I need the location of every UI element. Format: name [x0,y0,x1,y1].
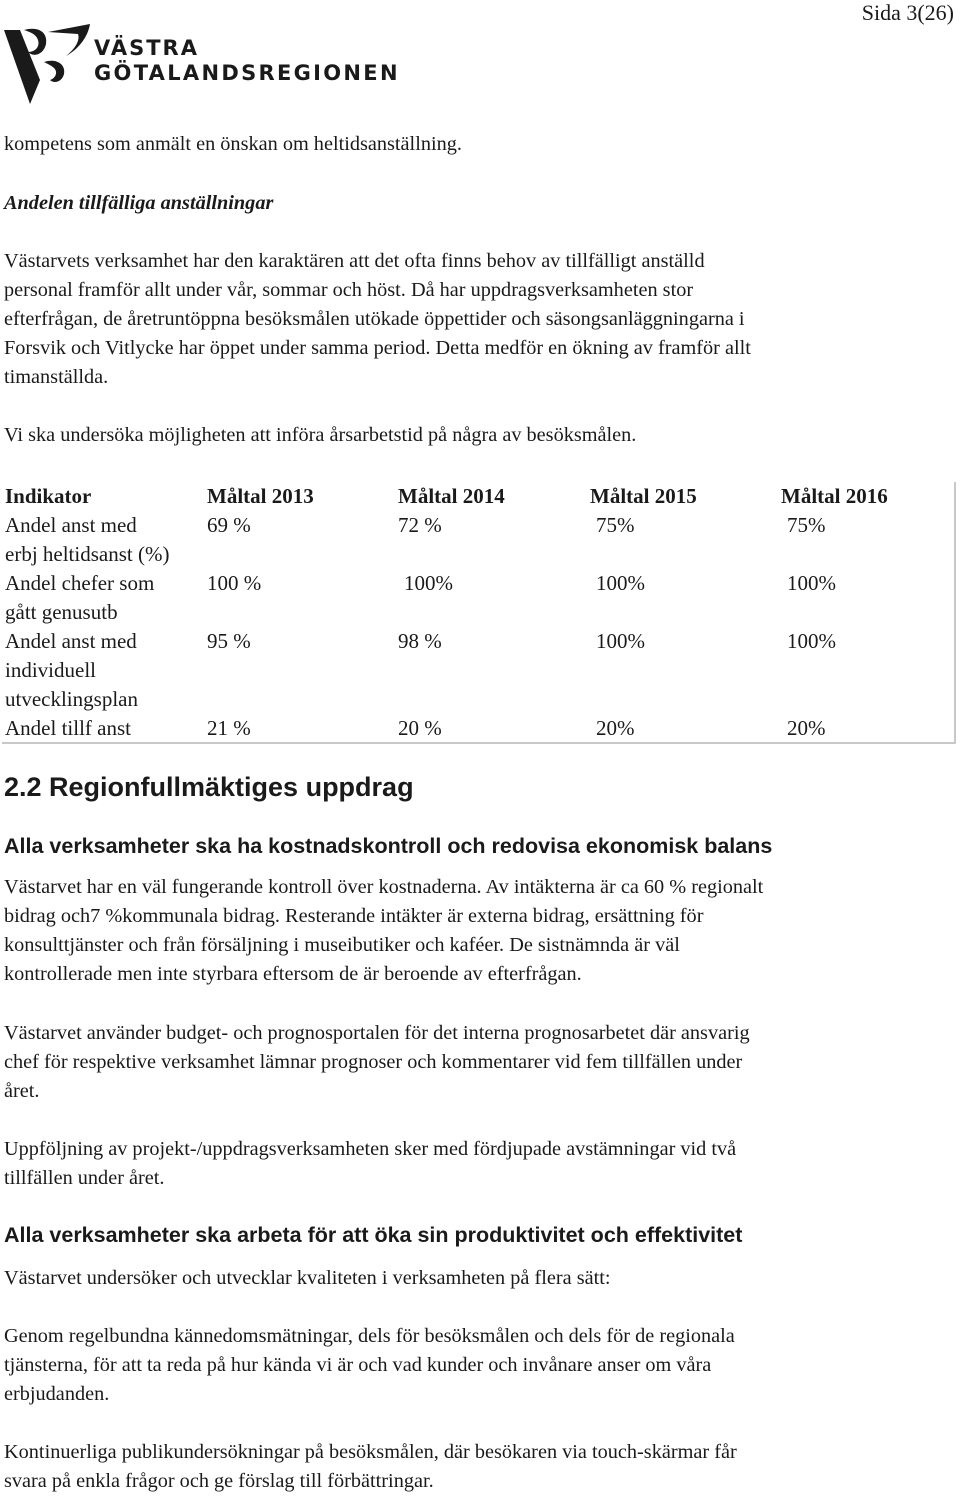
text-line: Uppföljning av projekt-/uppdragsverksamheten sker med fördjupade avstämningar vid två [4,1138,737,1160]
paragraph-temporary-staff [4,247,956,392]
text-line: Genom regelbundna kännedomsmätningar, dels för besöksmålen och dels för de regionala [4,1325,735,1347]
paragraph-follow-up [4,1135,956,1193]
text-line: kontrollerade men inte styrbara eftersom de är beroende av efterfrågan. [4,963,582,985]
table-cell-indicator: Andel anst med [5,513,137,537]
table-cell-value: 75% [596,513,635,537]
table-cell-value: 72 % [398,513,442,537]
text-line: Västarvet har en väl fungerande kontroll över kostnaderna. Av intäkterna är ca 60 % regionalt [4,876,764,898]
table-cell-value: 100% [404,571,453,595]
text-line: chef för respektive verksamhet lämnar prognoser och kommentarer vid fem tillfällen under [4,1051,743,1073]
table-header-2014: Måltal 2014 [398,484,505,508]
table-header-2015: Måltal 2015 [590,484,697,508]
paragraph-awareness-surveys [4,1322,956,1409]
table-cell-indicator: gått genusutb [5,600,118,624]
text-line: Västarvet använder budget- och prognosportalen för det interna prognosarbetet där ansvarig [4,1022,750,1044]
text-line: tjänsterna, för att ta reda på hur kända vi är och vad kunder och invånare anser om våra [4,1354,712,1376]
table-cell-indicator: Andel anst med [5,629,137,653]
table-cell-indicator: erbj heltidsanst (%) [5,542,170,566]
subheading-cost-control: Alla verksamheter ska ha kostnadskontroll och redovisa ekonomisk balans [4,834,773,858]
paragraph-annual-work-time: Vi ska undersöka möjligheten att införa årsarbetstid på några av besöksmålen. [4,424,637,446]
paragraph-quality: Västarvet undersöker och utvecklar kvaliteten i verksamheten på flera sätt: [4,1267,611,1289]
table-cell-value: 95 % [207,629,251,653]
text-line: bidrag och7 %kommunala bidrag. Resterande intäkter är externa bidrag, ersättning för [4,905,704,927]
subheading-productivity: Alla verksamheter ska arbeta för att öka sin produktivitet och effektivitet [4,1223,743,1247]
paragraph-competence: kompetens som anmält en önskan om heltidsanställning. [4,133,462,155]
text-line: personal framför allt under vår, sommar och höst. Då har uppdragsverksamheten stor [4,279,694,301]
table-cell-value: 100% [787,571,836,595]
text-line: efterfrågan, de åretruntöppna besöksmålen utökade öppettider och säsongsanläggningarna i [4,308,745,330]
text-line: erbjudanden. [4,1383,110,1405]
section-heading-2-2: 2.2 Regionfullmäktiges uppdrag [4,772,414,802]
text-line: konsulttjänster och från försäljning i museibutiker och kaféer. De sistnämnda är väl [4,934,680,956]
table-header-2016: Måltal 2016 [781,484,888,508]
text-line: timanställda. [4,366,109,388]
table-cell-value: 69 % [207,513,251,537]
table-cell-indicator: Andel chefer som [5,571,155,595]
table-header-2013: Måltal 2013 [207,484,314,508]
table-cell-value: 20 % [398,716,442,740]
paragraph-budget-portal [4,1019,956,1106]
text-line: svara på enkla frågor och ge förslag till förbättringar. [4,1470,434,1492]
logo-text-vastra: VÄSTRA [94,36,199,60]
table-cell-indicator: individuell [5,658,96,682]
text-line: Forsvik och Vitlycke har öppet under samma period. Detta medför en ökning av framför allt [4,337,751,359]
text-line: året. [4,1080,40,1102]
table-cell-indicator: utvecklingsplan [5,687,138,711]
logo-text-gotalandsregionen: GÖTALANDSREGIONEN [94,61,400,85]
table-cell-value: 98 % [398,629,442,653]
paragraph-audience-surveys [4,1438,956,1496]
table-cell-value: 20% [596,716,635,740]
table-cell-value: 100% [596,629,645,653]
table-cell-value: 100 % [207,571,262,595]
logo-mark-icon [4,22,94,108]
table-cell-value: 21 % [207,716,251,740]
text-line: Västarvets verksamhet har den karaktären att det ofta finns behov av tillfälligt anställd [4,250,705,272]
table-cell-value: 75% [787,513,826,537]
text-line: tillfällen under året. [4,1167,165,1189]
table-cell-indicator: Andel tillf anst [5,716,131,740]
table-cell-value: 100% [787,629,836,653]
table-header-indicator: Indikator [5,484,92,508]
vastra-gotalandsregionen-logo [4,22,400,110]
table-cell-value: 100% [596,571,645,595]
text-line: Kontinuerliga publikundersökningar på besöksmålen, där besökaren via touch-skärmar får [4,1441,737,1463]
page-number: Sida 3(26) [861,0,954,25]
heading-temporary-employment: Andelen tillfälliga anställningar [4,192,274,214]
paragraph-cost-control [4,873,956,989]
indicator-table [2,482,956,744]
table-cell-value: 20% [787,716,826,740]
